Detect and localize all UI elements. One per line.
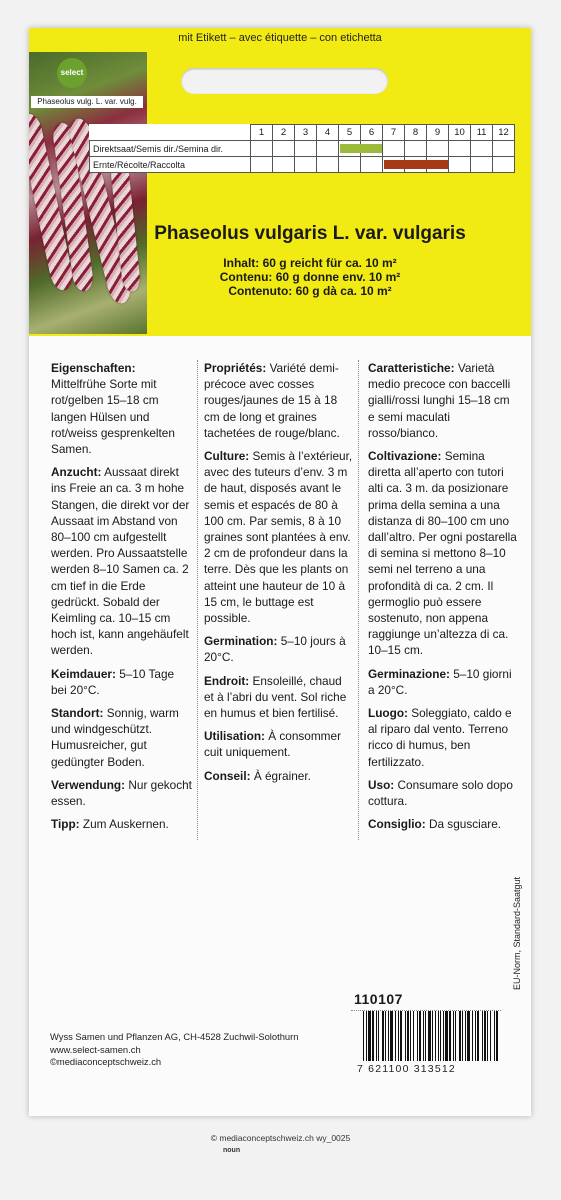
barcode-bar <box>482 1011 483 1061</box>
label-note: mit Etikett – avec étiquette – con etichetta <box>178 32 382 44</box>
de-usage: Verwendung: Nur gekocht essen. <box>51 777 192 809</box>
barcode-bar <box>477 1011 479 1061</box>
company-copyright: ©mediaconceptschweiz.ch <box>50 1056 162 1067</box>
barcode-bar <box>368 1011 371 1061</box>
barcode-bar <box>419 1011 421 1061</box>
month-cell: 8 <box>405 125 427 141</box>
article-number: 110107 <box>354 991 403 1007</box>
row-label-sowing: Direktsaat/Semis dir./Semina dir. <box>90 141 251 157</box>
it-location: Luogo: Soleggiato, caldo e al riparo dal vento. Terreno ricco di humus, ben fertilizzato. <box>368 706 512 769</box>
de-tip: Tipp: Zum Auskernen. <box>51 817 169 832</box>
fr-germination: Germination: 5–10 jours à 20°C. <box>204 634 346 665</box>
it-tip: Consiglio: Da sgusciare. <box>368 817 502 832</box>
barcode-bar <box>455 1011 456 1061</box>
barcode-bar <box>395 1011 396 1061</box>
barcode-bar <box>496 1011 498 1061</box>
barcode-number: 7 621100 313512 <box>357 1063 456 1075</box>
barcode-bar <box>378 1011 379 1061</box>
fr-tip: Conseil: À égrainer. <box>204 768 311 783</box>
barcode-bar <box>494 1011 495 1061</box>
de-cultivation: Anzucht: Aussaat direkt ins Freie an ca. 3 m hohe Stangen, die direkt vor der Aussaat im Abstand von 80–100 cm aufgestellt werden. Pro Aussaatstelle werden 8–10 Samen ca. 2 cm tief in die Erde gedrückt. Sobald der Keimling ca. 10–15 cm hoch ist, kann angehäufelt werden. <box>51 465 190 658</box>
barcode-bar <box>487 1011 488 1061</box>
barcode-bar <box>440 1011 441 1061</box>
de-location: Standort: Sonnig, warm und windgeschützt. Humusreicher, gut gedüngter Boden. <box>51 706 179 769</box>
calendar-row-sowing <box>90 141 515 157</box>
calendar-corner <box>90 125 251 141</box>
calendar-header <box>90 125 515 141</box>
month-cell: 7 <box>383 125 405 141</box>
month-cell: 9 <box>427 125 449 141</box>
barcode-bar <box>382 1011 384 1061</box>
fr-usage: Utilisation: À consommer cuit uniquement. <box>204 729 342 760</box>
barcode-bar <box>417 1011 418 1061</box>
footer-logo: noun <box>223 1147 241 1154</box>
barcode-bar <box>438 1011 439 1061</box>
barcode-bar <box>484 1011 486 1061</box>
company-website: www.select-samen.ch <box>50 1043 141 1055</box>
barcode-bar <box>490 1011 491 1061</box>
sowing-calendar <box>89 124 515 173</box>
barcode-bar <box>400 1011 402 1061</box>
hang-hole <box>181 68 388 94</box>
footer-credit: © mediaconceptschweiz.ch wy_0025 <box>210 1133 351 1143</box>
contents-fr: Contenu: 60 g donne env. 10 m² <box>219 270 401 284</box>
column-french <box>204 360 354 791</box>
month-cell: 4 <box>317 125 339 141</box>
barcode-bar <box>390 1011 393 1061</box>
barcode-bar <box>413 1011 414 1061</box>
yellow-header <box>29 28 531 336</box>
month-cell: 3 <box>295 125 317 141</box>
barcode-bar <box>428 1011 431 1061</box>
barcode-bar <box>407 1011 409 1061</box>
barcode-bar <box>465 1011 466 1061</box>
barcode-bar <box>443 1011 444 1061</box>
barcode-bar <box>475 1011 476 1061</box>
barcode-bar <box>363 1011 364 1061</box>
barcode-bar <box>453 1011 454 1061</box>
contents-info <box>29 256 531 298</box>
barcode-bar <box>405 1011 406 1061</box>
month-cell: 1 <box>251 125 273 141</box>
contents-it: Contenuto: 60 g dà ca. 10 m² <box>228 284 392 298</box>
month-cell: 10 <box>449 125 471 141</box>
fr-location: Endroit: Ensoleillé, chaud et à l’abri du vent. Sol riche en humus et bien fertilisé. <box>204 673 347 721</box>
barcode-bar <box>410 1011 411 1061</box>
column-divider <box>197 360 198 840</box>
barcode-bar <box>435 1011 436 1061</box>
column-divider <box>358 360 359 840</box>
sowing-period-bar <box>340 144 382 153</box>
column-german <box>51 360 193 839</box>
barcode-bar <box>376 1011 377 1061</box>
company-name: Wyss Samen und Pflanzen AG, CH-4528 Zuchwil-Solothurn <box>50 1031 299 1042</box>
row-label-harvest: Ernte/Récolte/Raccolta <box>90 157 251 173</box>
fr-properties: Propriétés: Variété demi-précoce avec cosses rouges/jaunes de 15 à 18 cm de long et graines tachetées de rouge/blanc. <box>204 361 340 440</box>
calendar-row-harvest <box>90 157 515 173</box>
seed-packet <box>29 28 531 1116</box>
select-logo: select <box>57 58 87 88</box>
month-cell: 12 <box>493 125 515 141</box>
contents-de: Inhalt: 60 g reicht für ca. 10 m² <box>223 256 397 270</box>
it-usage: Uso: Consumare solo dopo cottura. <box>368 777 513 809</box>
month-cell: 5 <box>339 125 361 141</box>
eu-norm-label: EU-Norm, Standard-Saatgut <box>512 876 522 990</box>
barcode-bar <box>467 1011 470 1061</box>
company-info <box>50 1031 298 1069</box>
barcode-bar <box>459 1011 461 1061</box>
month-cell: 6 <box>361 125 383 141</box>
column-italian <box>368 360 518 839</box>
barcode-bar <box>398 1011 399 1061</box>
barcode-bar <box>372 1011 374 1061</box>
month-cell: 11 <box>471 125 493 141</box>
barcode-bar <box>388 1011 389 1061</box>
barcode-bar <box>449 1011 451 1061</box>
barcode-bar <box>423 1011 424 1061</box>
month-cell: 2 <box>273 125 295 141</box>
barcode-bar <box>472 1011 473 1061</box>
barcode-bar <box>432 1011 433 1061</box>
barcode-bar <box>385 1011 386 1061</box>
it-properties: Caratteristiche: Varietà medio precoce con baccelli gialli/rossi lunghi 15–18 cm e semi maculati rosso/bianco. <box>368 361 511 440</box>
barcode-bar <box>366 1011 367 1061</box>
de-germination: Keimdauer: 5–10 Tage bei 20°C. <box>51 666 175 697</box>
it-cultivation: Coltivazione: Semina diretta all’aperto con tutori alti ca. 3 m. da posizionare prima della semina a una distanza di 80–100 cm uno dall’altro. Per ogni postarella di semina si mettono 8–10 semi nel terreno a una profondità di ca. 2 cm. Il germoglio può essere sostenuto, non appena raggiunge un’altezza di ca. 10–15 cm. <box>368 449 517 658</box>
species-name: Phaseolus vulgaris L. var. vulgaris <box>154 223 466 244</box>
barcode-bar <box>462 1011 463 1061</box>
barcode-bar <box>445 1011 448 1061</box>
barcode <box>361 1011 500 1061</box>
it-germination: Germinazione: 5–10 giorni a 20°C. <box>368 666 512 697</box>
harvest-period-bar <box>384 160 448 169</box>
fr-cultivation: Culture: Semis à l’extérieur, avec des tuteurs d’env. 3 m de haut, disposés avant le semis et espacés de 80 à 100 cm. Par semis, 8 à 10 graines sont plantées à env. 2 cm de profondeur dans la terre. Dès que les plants on atteint une hauteur de 10 à 15 cm, le buttage est possible. <box>204 449 353 626</box>
photo-label: Phaseolus vulg. L. var. vulg. <box>31 96 143 108</box>
barcode-bar <box>425 1011 426 1061</box>
de-properties: Eigenschaften: Mittelfrühe Sorte mit rot/gelben 15–18 cm langen Hülsen und rot/weiss gesprenkelten Samen. <box>51 361 175 457</box>
